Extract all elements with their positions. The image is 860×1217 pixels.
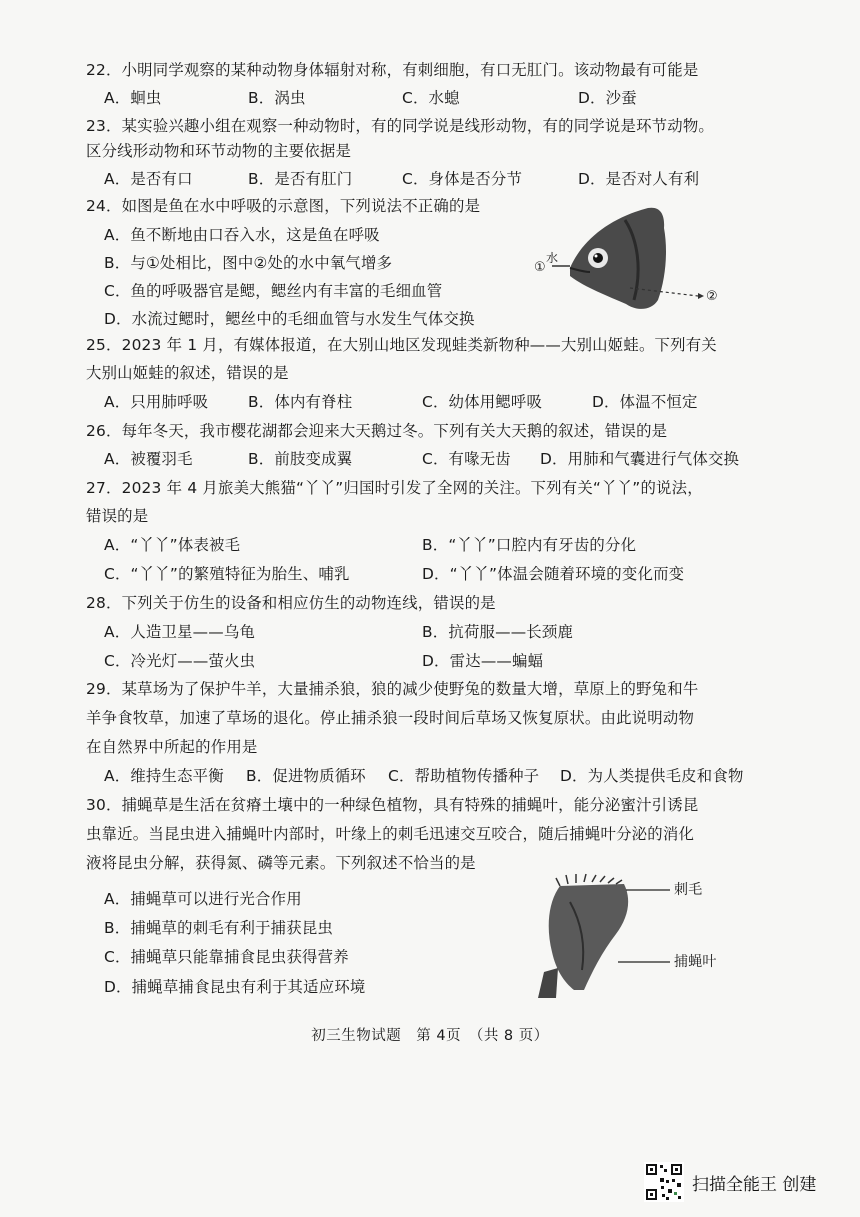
question-22-option-d: D．沙蚕 xyxy=(578,89,637,107)
qr-code-icon xyxy=(644,1162,684,1202)
question-29-option-b: B．促进物质循环 xyxy=(246,767,366,785)
question-28-option-c: C．冷光灯——萤火虫 xyxy=(104,652,256,670)
question-29-stem-line1: 29．某草场为了保护牛羊，大量捕杀狼，狼的减少使野兔的数量大增，草原上的野兔和牛 xyxy=(86,680,699,698)
question-27-option-c: C．“丫丫”的繁殖特征为胎生、哺乳 xyxy=(104,565,350,583)
question-24-option-c: C．鱼的呼吸器官是鳃，鳃丝内有丰富的毛细血管 xyxy=(104,282,443,300)
question-30-option-d: D．捕蝇草捕食昆虫有利于其适应环境 xyxy=(104,978,366,996)
position-1-mark: ① xyxy=(534,260,546,275)
question-25-option-c: C．幼体用鳃呼吸 xyxy=(422,393,543,411)
question-30-stem-line1: 30．捕蝇草是生活在贫瘠土壤中的一种绿色植物，具有特殊的捕蝇叶，能分泌蜜汁引诱昆 xyxy=(86,796,699,814)
question-23-option-b: B．是否有肛门 xyxy=(248,170,353,188)
question-25-stem-line1: 25．2023 年 1 月，有媒体报道，在大别山地区发现蛙类新物种——大别山姬蛙。下列有关 xyxy=(86,336,717,354)
scanner-watermark xyxy=(644,1160,844,1204)
question-28-option-d: D．雷达——蝙蝠 xyxy=(422,652,544,670)
question-22-option-b: B．涡虫 xyxy=(248,89,306,107)
question-26-option-d: D．用肺和气囊进行气体交换 xyxy=(540,450,740,468)
question-30-stem-line3: 液将昆虫分解，获得氮、磷等元素。下列叙述不恰当的是 xyxy=(86,854,476,872)
question-28-option-a: A．人造卫星——乌龟 xyxy=(104,623,256,641)
question-29-stem-line3: 在自然界中所起的作用是 xyxy=(86,738,258,756)
question-30-option-a: A．捕蝇草可以进行光合作用 xyxy=(104,890,302,908)
question-28-option-b: B．抗荷服——长颈鹿 xyxy=(422,623,574,641)
question-27-option-a: A．“丫丫”体表被毛 xyxy=(104,536,241,554)
question-27-stem-line2: 错误的是 xyxy=(86,507,149,525)
question-23-option-c: C．身体是否分节 xyxy=(402,170,523,188)
question-22-option-c: C．水螅 xyxy=(402,89,460,107)
question-23-option-d: D．是否对人有利 xyxy=(578,170,700,188)
question-24-option-b: B．与①处相比，图中②处的水中氧气增多 xyxy=(104,254,393,272)
bristle-label: 刺毛 xyxy=(674,882,703,898)
trap-leaf-label: 捕蝇叶 xyxy=(674,954,717,970)
question-29-option-d: D．为人类提供毛皮和食物 xyxy=(560,767,744,785)
question-26-stem: 26．每年冬天，我市樱花湖都会迎来大天鹅过冬。下列有关大天鹅的叙述，错误的是 xyxy=(86,422,668,440)
question-29-stem-line2: 羊争食牧草，加速了草场的退化。停止捕杀狼一段时间后草场又恢复原状。由此说明动物 xyxy=(86,709,695,727)
question-27-option-d: D．“丫丫”体温会随着环境的变化而变 xyxy=(422,565,685,583)
question-28-stem: 28．下列关于仿生的设备和相应仿生的动物连线，错误的是 xyxy=(86,594,496,612)
question-26-option-a: A．被覆羽毛 xyxy=(104,450,193,468)
position-2-mark: ② xyxy=(706,289,718,304)
question-27-option-b: B．“丫丫”口腔内有牙齿的分化 xyxy=(422,536,637,554)
question-30-stem-line2: 虫靠近。当昆虫进入捕蝇叶内部时，叶缘上的刺毛迅速交互咬合，随后捕蝇叶分泌的消化 xyxy=(86,825,695,843)
question-24-stem: 24．如图是鱼在水中呼吸的示意图，下列说法不正确的是 xyxy=(86,197,481,215)
fish-head-illustration xyxy=(530,200,740,330)
watermark-text: 扫描全能王 创建 xyxy=(692,1174,817,1195)
question-30-option-b: B．捕蝇草的刺毛有利于捕获昆虫 xyxy=(104,919,334,937)
question-25-stem-line2: 大别山姬蛙的叙述，错误的是 xyxy=(86,364,289,382)
question-22-option-a: A．蛔虫 xyxy=(104,89,162,107)
fish-respiration-figure xyxy=(530,200,740,330)
question-23-stem-line2: 区分线形动物和环节动物的主要依据是 xyxy=(86,142,352,160)
question-29-option-c: C．帮助植物传播种子 xyxy=(388,767,540,785)
question-24-option-d: D．水流过鳃时，鳃丝中的毛细血管与水发生气体交换 xyxy=(104,310,475,328)
venus-flytrap-figure xyxy=(530,872,750,1002)
question-29-option-a: A．维持生态平衡 xyxy=(104,767,224,785)
question-30-option-c: C．捕蝇草只能靠捕食昆虫获得营养 xyxy=(104,948,349,966)
question-25-option-b: B．体内有脊柱 xyxy=(248,393,353,411)
question-24-option-a: A．鱼不断地由口吞入水，这是鱼在呼吸 xyxy=(104,226,380,244)
page-footer: 初三生物试题 第 4页 （共 8 页） xyxy=(311,1028,549,1044)
question-26-option-b: B．前肢变成翼 xyxy=(248,450,353,468)
question-26-option-c: C．有喙无齿 xyxy=(422,450,511,468)
question-25-option-a: A．只用肺呼吸 xyxy=(104,393,209,411)
question-25-option-d: D．体温不恒定 xyxy=(592,393,698,411)
flytrap-illustration xyxy=(530,872,750,1002)
question-23-stem-line1: 23．某实验兴趣小组在观察一种动物时，有的同学说是线形动物，有的同学说是环节动物。 xyxy=(86,117,715,135)
question-22-stem: 22．小明同学观察的某种动物身体辐射对称，有刺细胞，有口无肛门。该动物最有可能是 xyxy=(86,61,699,79)
question-27-stem-line1: 27．2023 年 4 月旅美大熊猫“丫丫”归国时引发了全网的关注。下列有关“丫丫”的说法， xyxy=(86,479,703,497)
water-label: 水 xyxy=(546,251,559,265)
question-23-option-a: A．是否有口 xyxy=(104,170,193,188)
